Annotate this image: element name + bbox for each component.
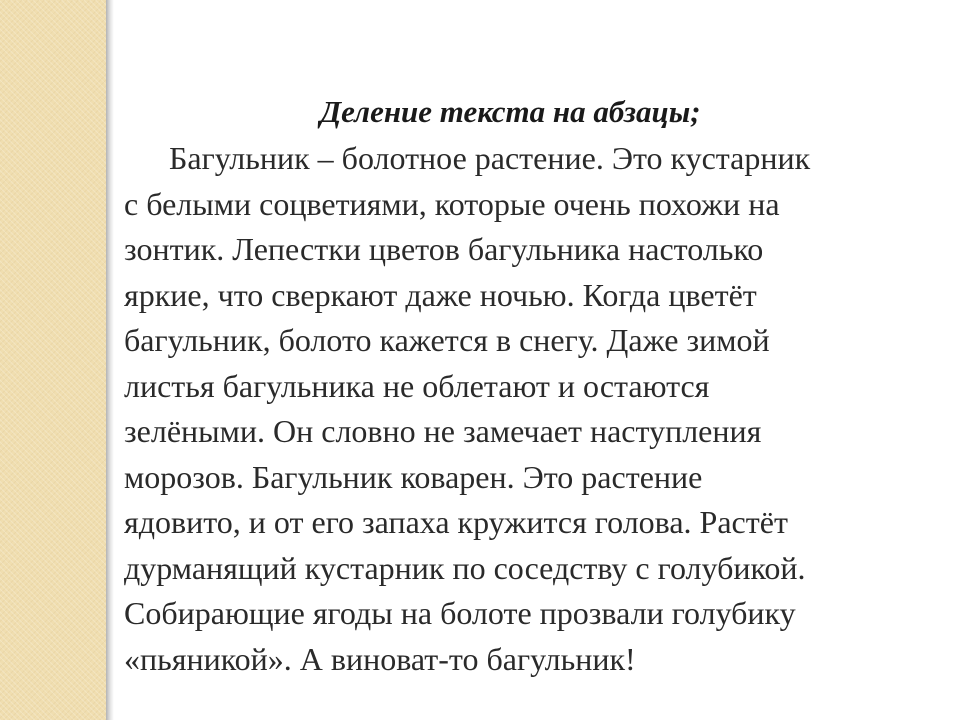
paragraph-line: морозов. Багульник коварен. Это растение bbox=[124, 458, 703, 495]
decorative-side-strip bbox=[0, 0, 106, 720]
slide-heading: Деление текста на абзацы; bbox=[320, 94, 701, 129]
paragraph-line: листья багульника не облетают и остаются bbox=[124, 367, 710, 404]
paragraph-line: багульник, болото кажется в снегу. Даже зимой bbox=[124, 322, 770, 358]
paragraph-line: яркие, что сверкают даже ночью. Когда цветёт bbox=[124, 276, 757, 313]
paragraph-line: Багульник – болотное растение. Это кустарник bbox=[169, 140, 811, 176]
paragraph-line: с белыми соцветиями, которые очень похожи на bbox=[124, 185, 780, 222]
side-strip-shadow bbox=[106, 0, 114, 720]
paragraph-line: ядовито, и от его запаха кружится голова. Растёт bbox=[124, 504, 788, 540]
paragraph-line: зелёными. Он словно не замечает наступления bbox=[124, 413, 762, 449]
text-paragraph bbox=[124, 136, 924, 682]
paragraph-line: зонтик. Лепестки цветов багульника настолько bbox=[124, 231, 764, 267]
paragraph-line: «пьяникой». А виноват-то багульник! bbox=[124, 640, 636, 677]
paragraph-line: дурманящий кустарник по соседству с голубикой. bbox=[124, 549, 806, 586]
paragraph-line: Собирающие ягоды на болоте прозвали голубику bbox=[124, 595, 796, 631]
